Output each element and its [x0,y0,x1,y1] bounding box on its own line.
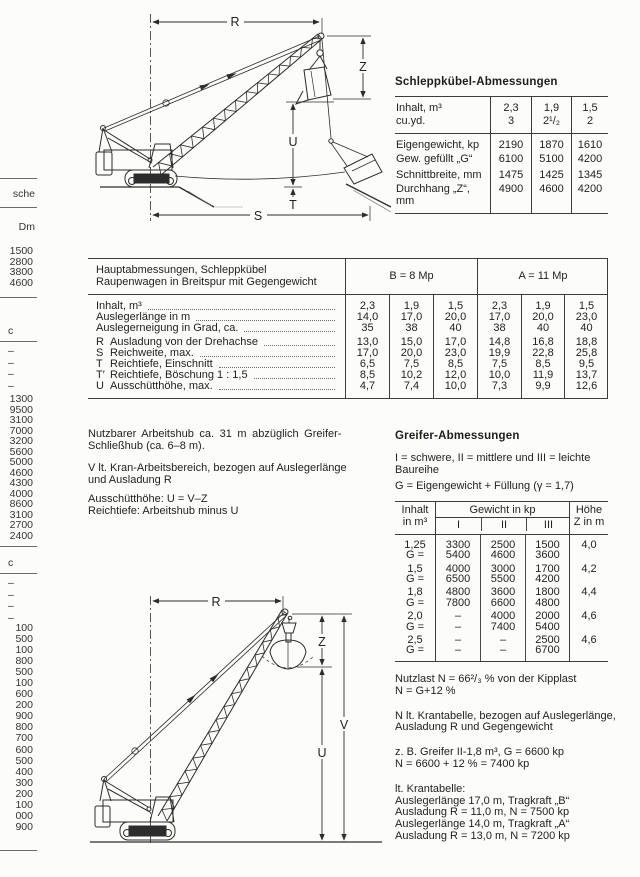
row-label: Ausschütthöhe, max. [110,380,213,392]
row-key: U [96,380,104,392]
strip-value: 400 [15,765,33,778]
cell-value: 7800 [435,598,480,608]
schleppkuebel-table-block [395,76,608,214]
row-key: S [96,347,104,359]
cell-value: 1500 [525,535,569,550]
cell-value: 1700 [525,561,569,574]
cell-inhalt: 1,5 [407,562,423,575]
strip-dash: – [8,356,14,369]
cell-glabel: G = [405,549,425,562]
cell-empty [569,622,608,632]
cell-value: 6500 [435,574,480,584]
cell-value: 4800 [525,598,569,608]
dot-leader [244,331,335,332]
dimension-labels [208,594,352,760]
strip-dash: – [8,611,14,624]
row-label: Reichtiefe, Einschnitt [110,358,213,370]
dimension-T [284,187,302,197]
cell-value: 3300 [435,535,480,550]
row-label-cell [88,334,345,348]
cell-value: 19,9 [477,348,521,359]
label-R: R [211,595,221,609]
cell-value: 5400 [435,550,480,560]
cell-empty [569,550,608,560]
cell-glabel: G = [405,573,425,586]
cell-glabel: G = [405,620,425,633]
strip-value: 9500 [9,403,33,416]
cell-value: 10,0 [477,370,521,381]
header-col: 2,3 3 [490,97,531,134]
crawler-tracks [125,170,177,187]
strip-dash: – [8,588,14,601]
strip-dash: – [8,368,14,381]
row-label: Gew. gefüllt „G“ [396,152,473,165]
cell-value: – [480,632,525,645]
header-col: 1,9 2¹/₂ [531,97,571,134]
cell-value: 4,7 [345,381,389,398]
strip-values [0,246,33,289]
cell-hoehe: 4,0 [569,535,608,550]
notes-right [395,674,620,856]
cell-value: 16,8 [521,334,564,348]
cell-value: 18,8 [564,334,608,348]
cell-value: 3600 [525,550,569,560]
cell-value: 10,0 [433,381,477,398]
strip-value: 500 [15,633,33,646]
cell-inhalt: 1,25 [404,538,426,551]
label-T: T [289,198,297,212]
strip-value: 4300 [9,477,33,489]
strip-value: 800 [15,655,33,668]
strip-dash: – [8,379,14,392]
header-label: cu.yd. [396,114,426,127]
strip-value: 5000 [9,456,33,468]
cell-value: – [480,645,525,660]
strip-rule [0,207,37,208]
row-label: Auslegerlänge in m [96,311,191,323]
ground-line [100,184,391,212]
header-label-cell [395,97,490,134]
cell-value: 1,9 [521,295,564,312]
schleppkuebel-table [395,96,608,214]
label-V: V [339,718,349,732]
note-paragraph: V lt. Kran-Arbeitsbereich, bezogen auf Auslegerlänge und Ausladung R [88,462,347,486]
strip-value: 200 [15,699,33,712]
strip-value: 500 [15,666,33,679]
label-S: S [253,209,263,223]
cell-value: 13,0 [345,334,389,348]
cell-value: 17,0 [477,312,521,323]
subheader-I: I [456,519,461,532]
strip-value: 600 [15,688,33,701]
strip-rule [0,573,37,574]
cell-value: 4600 [480,550,525,560]
row-key: R [96,336,104,348]
cell-value: – [435,632,480,645]
cell-value: 17,0 [389,312,433,323]
cell-value: 1475 [490,166,531,183]
cell-value: 1800 [525,584,569,597]
cell-value: 5400 [525,622,569,632]
cell-value: 2000 [525,608,569,621]
strip-value: 500 [15,754,33,767]
cell-value: 14,0 [345,312,389,323]
cell-value: 1425 [531,166,571,183]
strip-value: 8600 [9,498,33,510]
cell-glabel: G = [405,596,425,609]
cell-value: 7,5 [389,359,433,370]
suspension-cables [104,612,287,782]
gantry-mast [99,126,152,164]
cell-value: 7,5 [477,359,521,370]
cell-value: 14,8 [477,334,521,348]
label-Z: Z [359,60,367,74]
subheader-III: III [526,518,570,530]
dot-leader [148,309,335,310]
note-paragraph: Ausschütthöhe: U = V–Z Reichtiefe: Arbeitshub minus U [88,493,239,517]
crawler-crane-body [96,126,177,188]
cell-value: 1345 [571,166,608,183]
cell-value: 6100 [490,153,531,167]
gantry-mast [100,777,151,813]
cell-value: 38 [477,323,521,334]
strip-value: 600 [15,743,33,756]
strip-header: c [8,325,14,337]
cell-value: 5500 [480,574,525,584]
strip-value: 2800 [9,255,33,268]
row-key: T′ [96,369,105,381]
cell-value: 8,5 [345,370,389,381]
cell-value: 10,2 [389,370,433,381]
dot-leader [264,345,335,346]
cell-hoehe: 4,6 [569,608,608,621]
strip-value: 1300 [9,393,33,405]
cell-value: 17,0 [433,334,477,348]
greifer-block [395,430,613,662]
cell-value: 7400 [480,622,525,632]
cell-value: 20,0 [433,312,477,323]
strip-rule [0,546,37,547]
subheader-II: II [481,518,526,530]
cell-value: 12,0 [433,370,477,381]
cell-hoehe: 4,4 [569,584,608,597]
dot-leader [196,320,335,321]
strip-value: 900 [15,820,33,833]
strip-rule [0,850,37,851]
cell-value: 4900 [490,183,531,213]
cell-glabel: G = [405,644,425,657]
cell-value: 25,8 [564,348,608,359]
row-label: Schnittbreite, mm [396,169,482,181]
strip-value: 1500 [9,245,33,257]
cell-value: 2,3 [345,295,389,312]
cell-value: 6700 [525,645,569,660]
strip-dash: – [8,600,14,612]
cell-hoehe: 4,6 [569,632,608,645]
strip-value: 3200 [9,435,33,447]
row-label: Reichtiefe, Böschung 1 : 1,5 [110,369,248,381]
cell-value: 8,5 [521,359,564,370]
strip-value: 2400 [9,529,33,542]
strip-values [0,623,33,833]
row-label: Reichweite, max. [110,347,194,359]
cell-value: 7,4 [389,381,433,398]
header-label-cell: Hauptabmessungen, Schleppkübel Raupenwagen in Breitspur mit Gegengewicht [88,259,345,295]
cell-value: 1610 [571,134,608,153]
cell-value: 15,0 [389,334,433,348]
cell-value: 4200 [571,183,608,213]
drag-rope [175,172,345,179]
strip-value: 4600 [9,277,33,290]
cell-value: 20,0 [521,312,564,323]
label-U: U [317,746,327,760]
cell-value: 20,0 [389,348,433,359]
crawler-tracks [120,822,175,840]
strip-values [0,394,33,541]
cell-value: 23,0 [564,312,608,323]
notes-left [88,428,378,527]
row-label-cell [88,381,345,398]
group-header-A: A = 11 Mp [477,259,608,295]
digging-drag-bucket [175,40,382,184]
greifer-note: G = Eigengewicht + Füllung (γ = 1,7) [395,480,574,492]
header-hoehe: Höhe Z in m [569,502,608,535]
boom-foot-pedestal [149,144,173,168]
row-label: Inhalt, m³ [96,300,142,312]
label-Z: Z [318,635,326,649]
row-label-cell [88,323,345,334]
grab-crane-diagram [85,590,385,852]
row-label: Auslegerneigung in Grad, ca. [96,322,239,334]
strip-dash: – [8,345,14,357]
strip-value: 100 [15,644,33,657]
cell-empty [569,574,608,584]
label-R: R [230,15,240,29]
cell-value: 4200 [525,574,569,584]
strip-value: 300 [15,776,33,789]
suspension-cables [104,36,321,131]
strip-value: 000 [15,809,33,822]
strip-value: 3100 [9,508,33,521]
cell-value: 38 [389,323,433,334]
cell-value: 40 [564,323,608,334]
strip-subheader: Dm [18,221,35,233]
strip-rule [0,178,37,179]
label-U: U [288,135,298,149]
strip-dashes [8,578,14,624]
note-paragraph: Nutzlast N = 66²/₃ % von der Kipplast N = G+12 % [395,673,577,697]
strip-value: 7000 [9,424,33,437]
dot-leader [254,378,335,379]
cell-value: 11,9 [521,370,564,381]
cell-value: 1,9 [389,295,433,312]
cell-value: 4000 [435,561,480,574]
cell-value: 22,8 [521,348,564,359]
cell-value: 13,7 [564,370,608,381]
strip-value: 2700 [9,519,33,531]
strip-value: 4000 [9,487,33,500]
strip-value: 4600 [9,466,33,479]
cell-value: 3000 [480,561,525,574]
cell-value: 23,0 [433,348,477,359]
note-paragraph: Nutzbarer Arbeitshub ca. 31 m abzüglich Greifer- Schließhub (ca. 6–8 m). [88,428,342,452]
cell-value: 6,5 [345,359,389,370]
cell-inhalt: 2,5 [407,634,423,647]
strip-header: c [8,557,14,569]
cell-value: 17,0 [345,348,389,359]
strip-rule [0,341,37,342]
strip-value: 900 [15,710,33,723]
cell-value: 6600 [480,598,525,608]
cell-value: 40 [433,323,477,334]
cell-inhalt: 1,8 [407,586,423,599]
note-paragraph: lt. Krantabelle: Auslegerlänge 17,0 m, Tragkraft „B“ Ausladung R = 11,0 m, N = 7500 kp Auslegerlänge 14,0 m, Tragkraft „A“ Ausladung R = 13,0 m, N = 7200 kp [395,782,570,842]
cell-value: 35 [345,323,389,334]
cell-value: 9,9 [521,381,564,398]
greifer-table [395,501,608,662]
header-col: 1,5 2 [571,97,608,134]
header-gewicht: Gewicht in kp I II III [435,502,569,535]
greifer-title: Greifer-Abmessungen [395,430,520,442]
dot-leader [219,389,335,390]
cell-inhalt: 2,0 [407,610,423,623]
strip-dash: – [8,577,14,589]
strip-dashes [8,346,14,392]
strip-value: 3100 [9,414,33,426]
cell-value: 8,5 [433,359,477,370]
strip-value: 200 [15,787,33,800]
lattice-boom [153,33,324,175]
cell-value: 2500 [480,535,525,550]
strip-header: sche [12,188,35,200]
cell-value: – [435,608,480,621]
strip-value: 5600 [9,445,33,458]
strip-value: 100 [15,677,33,690]
strip-value: 700 [15,732,33,745]
row-label: Ausladung von der Drehachse [110,336,258,348]
cell-value: 2500 [525,632,569,645]
strip-value: 100 [15,798,33,811]
strip-rule [0,297,37,298]
row-key: T [96,358,103,370]
cell-value: 4600 [531,183,571,213]
main-dimensions-table [88,258,608,399]
cell-value: 4800 [435,584,480,597]
strip-value: 100 [15,622,33,634]
schleppkuebel-title: Schleppkübel-Abmessungen [395,76,558,88]
dot-leader [219,367,335,368]
strip-value: 3800 [9,266,33,279]
dot-leader [200,356,335,357]
main-dimensions-block [88,258,608,399]
cell-value: – [435,622,480,632]
note-paragraph: z. B. Greifer II-1,8 m³, G = 6600 kp N = 6600 + 12 % = 7400 kp [395,746,565,770]
cell-empty [569,598,608,608]
cell-hoehe: 4,2 [569,561,608,574]
cell-value: 1,5 [433,295,477,312]
cell-empty [569,645,608,660]
cell-value: 3600 [480,584,525,597]
cell-value: 1870 [531,134,571,153]
cell-value: 9,5 [564,359,608,370]
cell-value: 4200 [571,153,608,167]
row-label: Durchhang „Z“, mm [396,182,470,207]
cell-value: 5100 [531,153,571,167]
cell-value: 7,3 [477,381,521,398]
strip-value: 800 [15,721,33,734]
header-inhalt: Inhalt in m³ [395,502,435,535]
group-header-B: B = 8 Mp [345,259,477,295]
row-label-cell [88,295,345,312]
row-label: Eigengewicht, kp [396,139,480,151]
cell-value: 4000 [480,608,525,621]
cell-value: 40 [521,323,564,334]
note-paragraph: N lt. Krantabelle, bezogen auf Auslegerlänge, Ausladung R und Gegengewicht [395,709,616,734]
cell-value: 2,3 [477,295,521,312]
header-label: Inhalt, m³ [396,102,442,114]
greifer-note: I = schwere, II = mittlere und III = leichte Baureihe [395,452,591,476]
cell-value: 12,6 [564,381,608,398]
cell-value: 1,5 [564,295,608,312]
cell-value: 2190 [490,134,531,153]
cell-value: – [435,645,480,660]
dragline-crane-diagram [60,8,395,232]
